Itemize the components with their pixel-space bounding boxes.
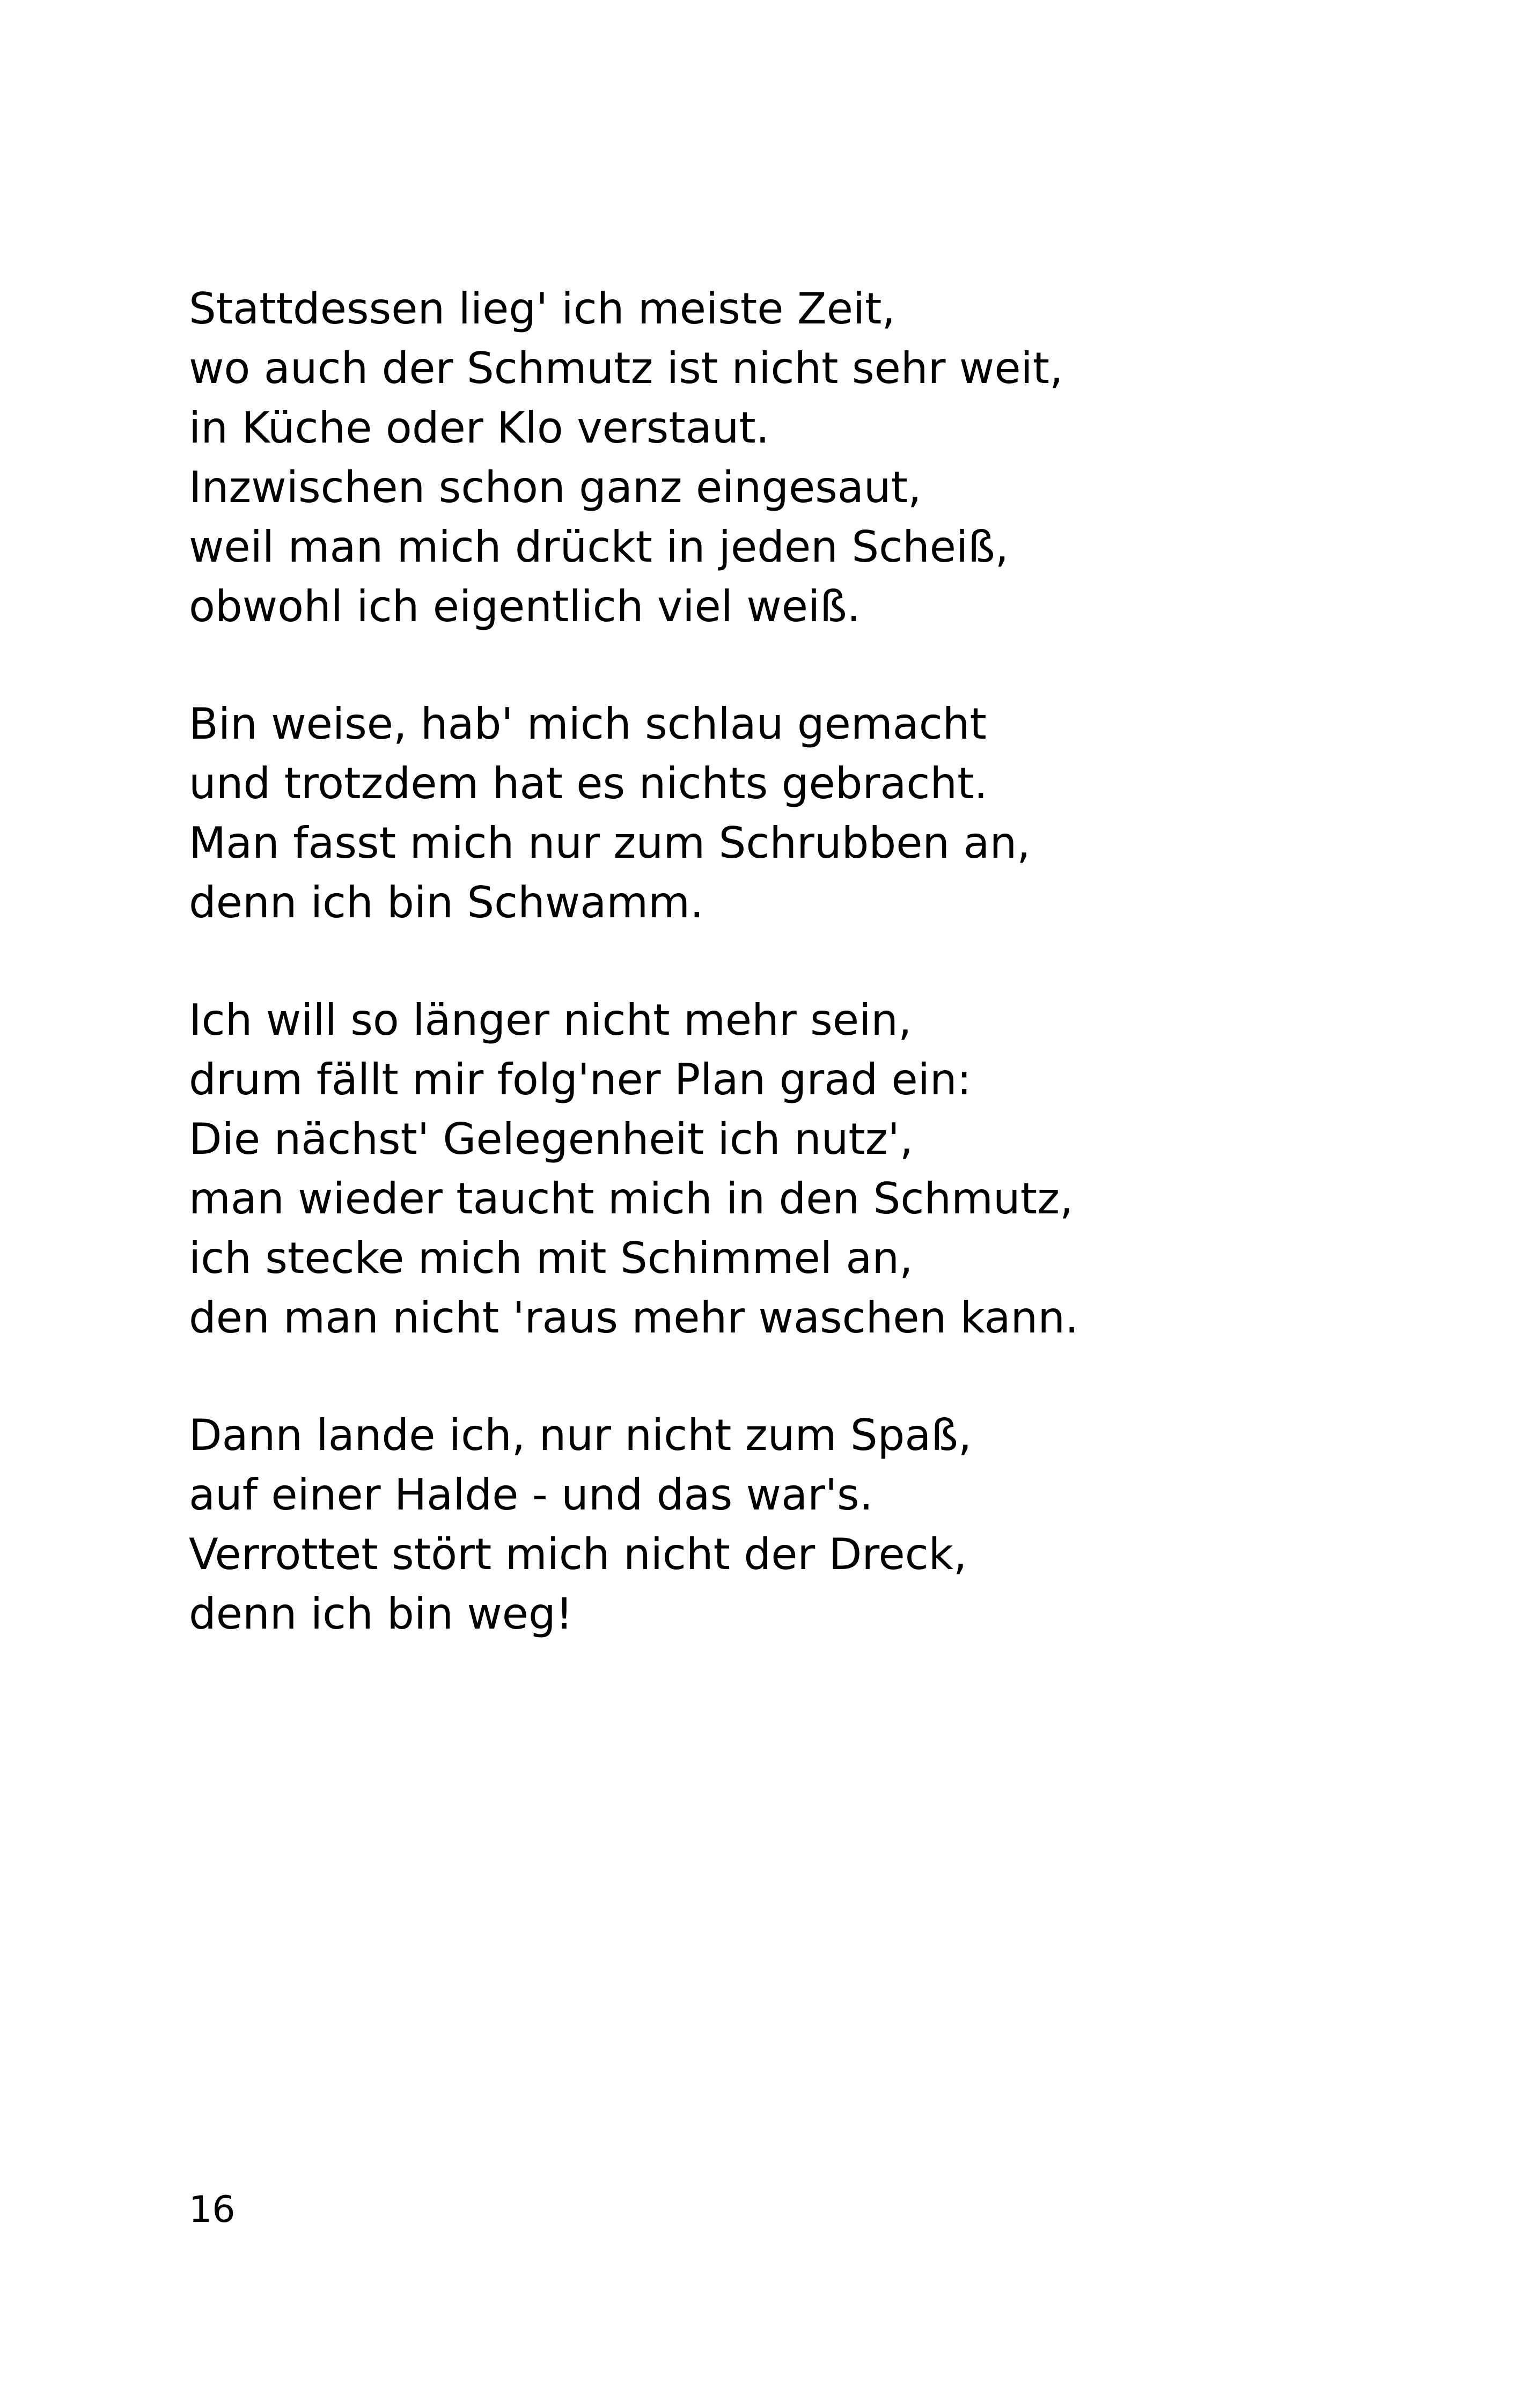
- poem-line: Verrottet stört mich nicht der Dreck,: [189, 1529, 967, 1579]
- poem-line: Man fasst mich nur zum Schrubben an,: [189, 818, 1031, 868]
- poem-line: wo auch der Schmutz ist nicht sehr weit,: [189, 343, 1063, 393]
- poem-line: Stattdessen lieg' ich meiste Zeit,: [189, 284, 895, 334]
- poem-line: in Küche oder Klo verstaut.: [189, 403, 770, 453]
- poem-line: denn ich bin Schwamm.: [189, 878, 704, 927]
- poem-line: Bin weise, hab' mich schlau gemacht: [189, 699, 987, 749]
- poem-line: auf einer Halde - und das war's.: [189, 1470, 873, 1520]
- poem-line: Dann lande ich, nur nicht zum Spaß,: [189, 1410, 972, 1460]
- poem-line: denn ich bin weg!: [189, 1589, 573, 1639]
- poem-line: weil man mich drückt in jeden Scheiß,: [189, 522, 1009, 572]
- stanza-3: [189, 990, 1369, 1347]
- poem-line: ich stecke mich mit Schimmel an,: [189, 1233, 913, 1283]
- poem-line: obwohl ich eigentlich viel weiß.: [189, 581, 861, 631]
- stanza-2: [189, 694, 1369, 932]
- poem-line: Ich will so länger nicht mehr sein,: [189, 995, 912, 1045]
- poem-line: man wieder taucht mich in den Schmutz,: [189, 1174, 1074, 1224]
- page-number: 16: [189, 2189, 236, 2231]
- stanza-1: [189, 279, 1369, 636]
- poem: [189, 279, 1369, 1702]
- poem-line: und trotzdem hat es nichts gebracht.: [189, 759, 988, 808]
- poem-line: Inzwischen schon ganz eingesaut,: [189, 462, 922, 512]
- poem-line: den man nicht 'raus mehr waschen kann.: [189, 1293, 1079, 1343]
- poem-line: Die nächst' Gelegenheit ich nutz',: [189, 1114, 914, 1164]
- stanza-4: [189, 1405, 1369, 1644]
- poem-line: drum fällt mir folg'ner Plan grad ein:: [189, 1055, 972, 1104]
